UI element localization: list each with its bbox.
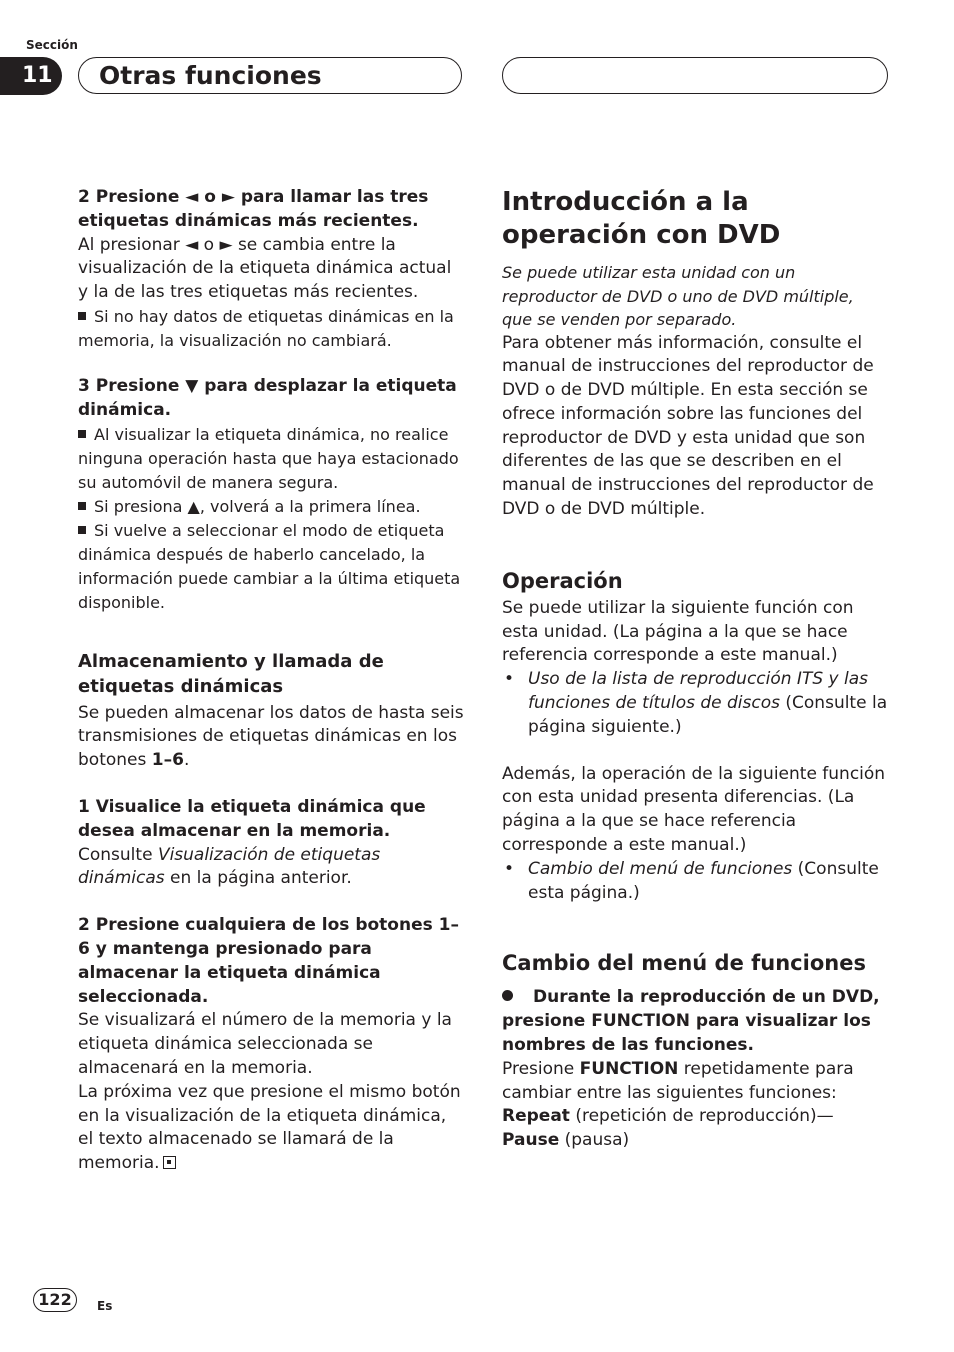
filled-circle-icon <box>502 990 513 1001</box>
list-item: • Cambio del menú de funciones (Consulte esta página.) <box>504 858 879 903</box>
heading-operation: Operación <box>502 568 623 593</box>
menu-step: Durante la reproducción de un DVD, presione FUNCTION para visualizar los nombres de las funciones. <box>502 987 880 1056</box>
language-code: Es <box>97 1299 113 1313</box>
bullet-icon: • <box>504 669 515 690</box>
step-2b-title: 2 Presione cualquiera de los botones 1–6 y mantenga presionado para almacenar la etiqueta dinámica seleccionada. <box>78 915 459 1007</box>
step-2-title: 2 Presione ◄ o ► para llamar las tres etiquetas dinámicas más recientes. <box>78 187 429 231</box>
left-column <box>78 186 464 1176</box>
bullet-icon: • <box>504 858 515 879</box>
square-bullet-icon <box>78 312 86 320</box>
section-title-right-empty <box>502 57 888 94</box>
heading-dvd-intro: Introducción a la operación con DVD <box>502 187 781 250</box>
intro-italic-text: Se puede utilizar esta unidad con un reproductor de DVD o uno de DVD múltiple, que se venden por separado. <box>502 263 854 329</box>
operation-text-2: Además, la operación de la siguiente función con esta unidad presenta diferencias. (La página a la que se hace referencia corresponde a este manual.) <box>502 763 886 856</box>
note-item: Si presiona ▲, volverá a la primera línea. <box>78 495 464 519</box>
step-1-title: 1 Visualice la etiqueta dinámica que desea almacenar en la memoria. <box>78 796 426 841</box>
store-intro-text: Se pueden almacenar los datos de hasta seis transmisiones de etiquetas dinámicas en los botones 1–6. <box>78 702 464 771</box>
right-column <box>502 186 888 1153</box>
operation-text: Se puede utilizar la siguiente función con esta unidad. (La página a la que se hace referencia corresponde a este manual.) <box>502 597 854 666</box>
intro-text: Para obtener más información, consulte el manual de instrucciones del reproductor de DVD o de DVD múltiple. En esta sección se ofrece información sobre las funciones del reproductor de DVD y esta unidad que son diferentes de las que se describen en el manual de instrucciones del reproductor de DVD o de DVD múltiple. <box>502 332 874 520</box>
end-mark-icon <box>163 1156 176 1169</box>
square-bullet-icon <box>78 526 86 534</box>
heading-function-menu: Cambio del menú de funciones <box>502 951 866 976</box>
note-item: Al visualizar la etiqueta dinámica, no realice ninguna operación hasta que haya estacionado su automóvil de manera segura. <box>78 424 459 492</box>
menu-functions: Repeat (repetición de reproducción)—Pause (pausa) <box>502 1106 834 1151</box>
menu-text: Presione FUNCTION repetidamente para cambiar entre las siguientes funciones: <box>502 1058 854 1103</box>
note-item: Si vuelve a seleccionar el modo de etiqueta dinámica después de haberlo cancelado, la información puede cambiar a la última etiqueta disponible. <box>78 520 461 612</box>
step-2b-text: Se visualizará el número de la memoria y la etiqueta dinámica seleccionada se almacenará en la memoria. <box>78 1010 452 1078</box>
step-1-text: Consulte Visualización de etiquetas dinámicas en la página anterior. <box>78 844 381 889</box>
note-item: Si no hay datos de etiquetas dinámicas en la memoria, la visualización no cambiará. <box>78 306 454 350</box>
list-item: • Uso de la lista de reproducción ITS y las funciones de títulos de discos (Consulte la página siguiente.) <box>504 669 888 737</box>
step-2b-text-2: La próxima vez que presione el mismo botón en la visualización de la etiqueta dinámica, el texto almacenado se llamará de la memoria. <box>78 1081 461 1174</box>
page-number: 122 <box>33 1288 77 1312</box>
section-number: 11 <box>0 57 62 95</box>
heading-store-recall: Almacenamiento y llamada de etiquetas dinámicas <box>78 650 384 697</box>
section-title: Otras funciones <box>78 57 462 94</box>
square-bullet-icon <box>78 430 86 438</box>
square-bullet-icon <box>78 502 86 510</box>
step-2-text: Al presionar ◄ o ► se cambia entre la visualización de la etiqueta dinámica actual y la de las tres etiquetas más recientes. <box>78 234 452 303</box>
section-label: Sección <box>26 38 78 52</box>
step-3-title: 3 Presione ▼ para desplazar la etiqueta dinámica. <box>78 375 457 420</box>
